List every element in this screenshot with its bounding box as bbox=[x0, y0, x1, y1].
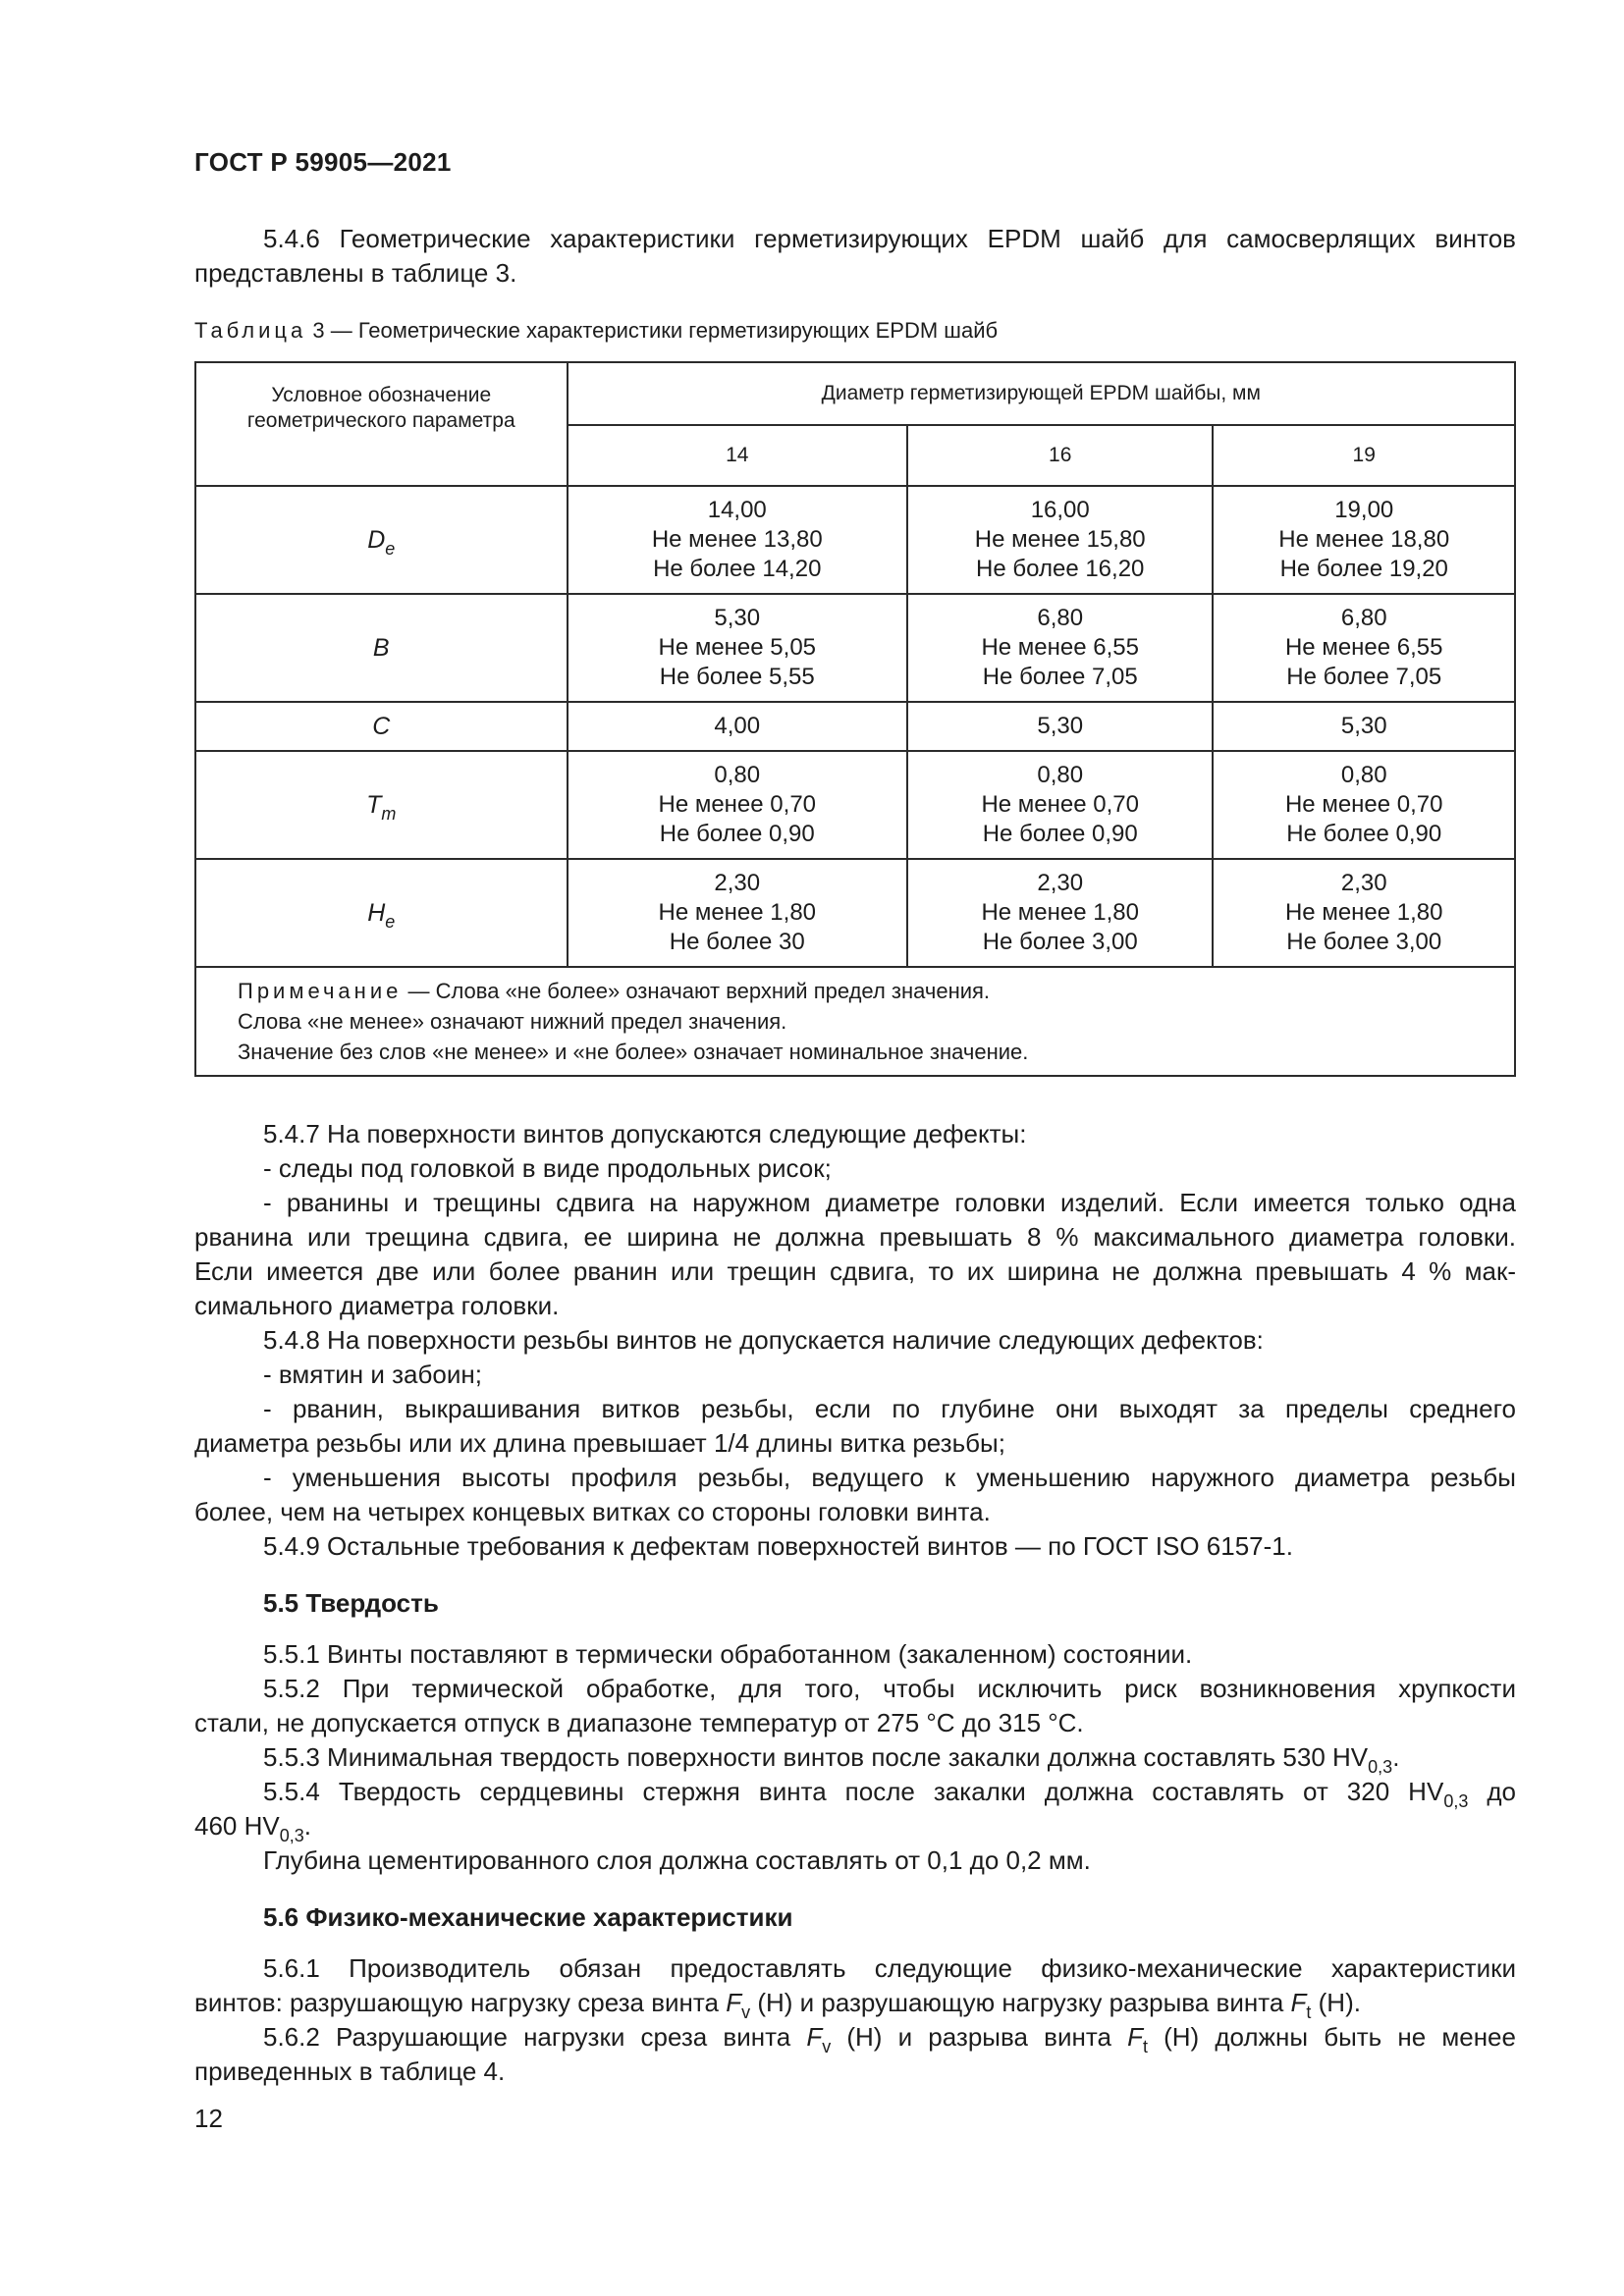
symbol-letter: C bbox=[372, 712, 391, 740]
text-line: 5.6.1 Производитель обязан предоставлять следующие физико-механические характеристики bbox=[263, 1953, 1516, 1983]
text-line: 5.4.7 На поверхности винтов допускаются следующие дефекты: bbox=[263, 1119, 1027, 1148]
value-line: 4,00 bbox=[714, 713, 761, 739]
value-line: 2,30 bbox=[714, 870, 761, 896]
value-line: 19,00 bbox=[1334, 497, 1394, 523]
text-line: 5.4.6 Геометрические характеристики герметизирующих EPDM шайб для самосверлящих винтов bbox=[263, 224, 1516, 253]
value-cell bbox=[568, 702, 907, 751]
text-line: 5.5.2 При термической обработке, для того, чтобы исключить риск возникновения хрупкости bbox=[263, 1674, 1516, 1703]
header-param-line: геометрического параметра bbox=[246, 409, 515, 432]
text-line: 5.4.9 Остальные требования к дефектам поверхностей винтов — по ГОСТ ISO 6157-1. bbox=[263, 1531, 1293, 1561]
note-line: Значение без слов «не менее» и «не более» означает номинальное значение. bbox=[238, 1040, 1029, 1064]
subscript: 0,3 bbox=[1443, 1791, 1469, 1811]
table-note bbox=[195, 967, 1515, 1076]
value-cell bbox=[568, 859, 907, 967]
symbol-letter: D bbox=[367, 525, 386, 554]
symbol-subscript: e bbox=[385, 911, 396, 932]
document-header: ГОСТ Р 59905—2021 bbox=[194, 147, 452, 177]
value-cell bbox=[568, 486, 907, 594]
subscript: t bbox=[1306, 2002, 1312, 2022]
value-line: Не менее 0,70 bbox=[1284, 791, 1443, 818]
symbol-subscript: m bbox=[381, 803, 397, 824]
text-line bbox=[194, 1986, 1516, 2020]
text-span: . bbox=[303, 1811, 311, 1841]
parameter-symbol bbox=[195, 751, 568, 859]
text-span: (Н) и разрушающую нагрузку разрыва винта bbox=[750, 1988, 1291, 2017]
text-span: (Н). bbox=[1311, 1988, 1361, 2017]
table-caption bbox=[194, 316, 998, 346]
paragraph-5-4-8 bbox=[194, 1323, 1516, 1564]
page-number: 12 bbox=[194, 2104, 223, 2133]
text-line: 5.5.1 Винты поставляют в термически обработанном (закаленном) состоянии. bbox=[263, 1639, 1193, 1669]
header-diameter-14: 14 bbox=[568, 425, 907, 486]
text-line: Если имеется две или более рванин или трещин сдвига, то их ширина не должна превышать 4 % мак- bbox=[194, 1256, 1516, 1286]
value-cell bbox=[1213, 859, 1515, 967]
subscript: v bbox=[741, 2002, 751, 2022]
text-span: . bbox=[1392, 1742, 1400, 1772]
value-line: 5,30 bbox=[1340, 713, 1387, 739]
symbol-letter: H bbox=[367, 898, 386, 927]
paragraph-5-4-6 bbox=[194, 222, 1516, 291]
value-line: Не более 7,05 bbox=[1286, 664, 1442, 690]
value-line: 0,80 bbox=[714, 762, 761, 788]
header-param-line: Условное обозначение bbox=[271, 384, 492, 406]
section-heading-5-5: 5.5 Твердость bbox=[263, 1588, 439, 1618]
text-line: диаметра резьбы или их длина превышает 1/4 длины витка резьбы; bbox=[194, 1428, 1005, 1458]
table-3 bbox=[194, 361, 1516, 1077]
value-line: Не более 7,05 bbox=[982, 664, 1138, 690]
value-line: 16,00 bbox=[1030, 497, 1090, 523]
value-line: 5,30 bbox=[714, 605, 761, 631]
symbol-F: F bbox=[1127, 2022, 1143, 2052]
text-line: - рванины и трещины сдвига на наружном диаметре головки изделий. Если имеется только одна bbox=[263, 1188, 1516, 1217]
value-cell bbox=[907, 859, 1214, 967]
text-line: представлены в таблице 3. bbox=[194, 258, 517, 288]
value-cell bbox=[568, 594, 907, 702]
table-row bbox=[195, 486, 1515, 594]
value-line: Не более 5,55 bbox=[659, 664, 815, 690]
value-line: 2,30 bbox=[1340, 870, 1387, 896]
header-param bbox=[195, 362, 568, 486]
list-item: - вмятин и забоин; bbox=[263, 1360, 482, 1389]
value-line: Не менее 5,05 bbox=[658, 634, 817, 661]
value-cell bbox=[907, 702, 1214, 751]
value-cell bbox=[1213, 702, 1515, 751]
text-span: винтов: разрушающую нагрузку среза винта bbox=[194, 1988, 727, 2017]
value-line: Не менее 18,80 bbox=[1278, 526, 1450, 553]
value-line: 6,80 bbox=[1340, 605, 1387, 631]
value-cell bbox=[907, 751, 1214, 859]
header-diameter-16: 16 bbox=[907, 425, 1214, 486]
value-line: Не менее 1,80 bbox=[1284, 899, 1443, 926]
value-line: Не менее 0,70 bbox=[981, 791, 1139, 818]
symbol-F: F bbox=[726, 1988, 742, 2017]
value-line: Не более 19,20 bbox=[1279, 556, 1448, 582]
note-label: Примечание bbox=[238, 979, 403, 1003]
value-line: Не более 16,20 bbox=[976, 556, 1145, 582]
text-line bbox=[194, 1740, 1516, 1775]
text-line: рванина или трещина сдвига, ее ширина не должна превышать 8 % максимального диаметра головки. bbox=[194, 1222, 1516, 1252]
text-span: (Н) и разрыва винта bbox=[831, 2022, 1128, 2052]
text-line bbox=[194, 1809, 1516, 1843]
text-span: 460 HV bbox=[194, 1811, 280, 1841]
symbol-letter: T bbox=[366, 790, 382, 819]
paragraph-5-5 bbox=[194, 1637, 1516, 1878]
table-row bbox=[195, 594, 1515, 702]
text-span: 5.5.4 Твердость сердцевины стержня винта после закалки должна составлять от 320 HV bbox=[263, 1777, 1444, 1806]
value-line: Не более 14,20 bbox=[653, 556, 822, 582]
value-line: Не более 3,00 bbox=[982, 929, 1138, 955]
value-line: 6,80 bbox=[1037, 605, 1084, 631]
text-line: симального диаметра головки. bbox=[194, 1291, 560, 1320]
parameter-symbol bbox=[195, 859, 568, 967]
value-cell bbox=[907, 594, 1214, 702]
table-row bbox=[195, 859, 1515, 967]
table-caption-label: Таблица bbox=[194, 318, 307, 343]
value-line: Не более 0,90 bbox=[659, 821, 815, 847]
note-line: — Слова «не более» означают верхний предел значения. bbox=[407, 979, 991, 1003]
text-line: стали, не допускается отпуск в диапазоне температур от 275 °С до 315 °С. bbox=[194, 1708, 1084, 1737]
value-line: Не более 3,00 bbox=[1286, 929, 1442, 955]
text-line: 5.4.8 На поверхности резьбы винтов не допускается наличие следующих дефектов: bbox=[263, 1325, 1264, 1355]
value-cell bbox=[568, 751, 907, 859]
value-line: Не более 0,90 bbox=[982, 821, 1138, 847]
value-line: 5,30 bbox=[1037, 713, 1084, 739]
text-line: - рванин, выкрашивания витков резьбы, если по глубине они выходят за пределы среднего bbox=[263, 1394, 1516, 1423]
text-span: 5.5.3 Минимальная твердость поверхности винтов после закалки должна составлять 530 HV bbox=[263, 1742, 1369, 1772]
value-line: Не менее 15,80 bbox=[974, 526, 1146, 553]
list-item: - следы под головкой в виде продольных рисок; bbox=[263, 1153, 832, 1183]
parameter-symbol bbox=[195, 702, 568, 751]
text-line: Глубина цементированного слоя должна составлять от 0,1 до 0,2 мм. bbox=[263, 1845, 1091, 1875]
text-line bbox=[194, 2020, 1516, 2055]
value-line: 0,80 bbox=[1340, 762, 1387, 788]
value-cell bbox=[1213, 486, 1515, 594]
subscript: t bbox=[1142, 2037, 1148, 2056]
symbol-letter: B bbox=[372, 633, 390, 662]
text-line: более, чем на четырех концевых витках со стороны головки винта. bbox=[194, 1497, 991, 1526]
header-diameter-19: 19 bbox=[1213, 425, 1515, 486]
value-line: Не менее 6,55 bbox=[981, 634, 1139, 661]
text-span: 5.6.2 Разрушающие нагрузки среза винта bbox=[263, 2022, 807, 2052]
subscript: v bbox=[822, 2037, 832, 2056]
text-span: (Н) должны быть не менее bbox=[1147, 2022, 1516, 2052]
value-line: Не более 30 bbox=[669, 929, 805, 955]
text-line: - уменьшения высоты профиля резьбы, ведущего к уменьшению наружного диаметра резьбы bbox=[263, 1463, 1516, 1492]
section-heading-5-6: 5.6 Физико-механические характеристики bbox=[263, 1902, 793, 1932]
text-span: до bbox=[1468, 1777, 1516, 1806]
table-body bbox=[195, 486, 1515, 967]
symbol-subscript: e bbox=[385, 538, 396, 559]
value-line: 2,30 bbox=[1037, 870, 1084, 896]
paragraph-5-4-7 bbox=[194, 1117, 1516, 1323]
parameter-symbol bbox=[195, 486, 568, 594]
text-line: приведенных в таблице 4. bbox=[194, 2056, 506, 2086]
value-line: 14,00 bbox=[707, 497, 767, 523]
parameter-symbol bbox=[195, 594, 568, 702]
table-caption-text: 3 — Геометрические характеристики герметизирующих EPDM шайб bbox=[312, 318, 999, 343]
value-cell bbox=[907, 486, 1214, 594]
value-line: Не менее 1,80 bbox=[658, 899, 817, 926]
table-row bbox=[195, 751, 1515, 859]
value-line: Не менее 0,70 bbox=[658, 791, 817, 818]
subscript: 0,3 bbox=[279, 1826, 304, 1845]
value-line: Не более 0,90 bbox=[1286, 821, 1442, 847]
table-row bbox=[195, 702, 1515, 751]
value-line: 0,80 bbox=[1037, 762, 1084, 788]
symbol-F: F bbox=[1290, 1988, 1307, 2017]
note-line: Слова «не менее» означают нижний предел значения. bbox=[238, 1009, 787, 1034]
subscript: 0,3 bbox=[1368, 1757, 1393, 1777]
text-line bbox=[194, 1775, 1516, 1809]
value-line: Не менее 1,80 bbox=[981, 899, 1139, 926]
paragraph-5-6 bbox=[194, 1951, 1516, 2089]
header-diameter: Диаметр герметизирующей EPDM шайбы, мм bbox=[568, 362, 1515, 425]
symbol-F: F bbox=[806, 2022, 823, 2052]
value-line: Не менее 6,55 bbox=[1284, 634, 1443, 661]
value-cell bbox=[1213, 594, 1515, 702]
value-cell bbox=[1213, 751, 1515, 859]
value-line: Не менее 13,80 bbox=[651, 526, 823, 553]
